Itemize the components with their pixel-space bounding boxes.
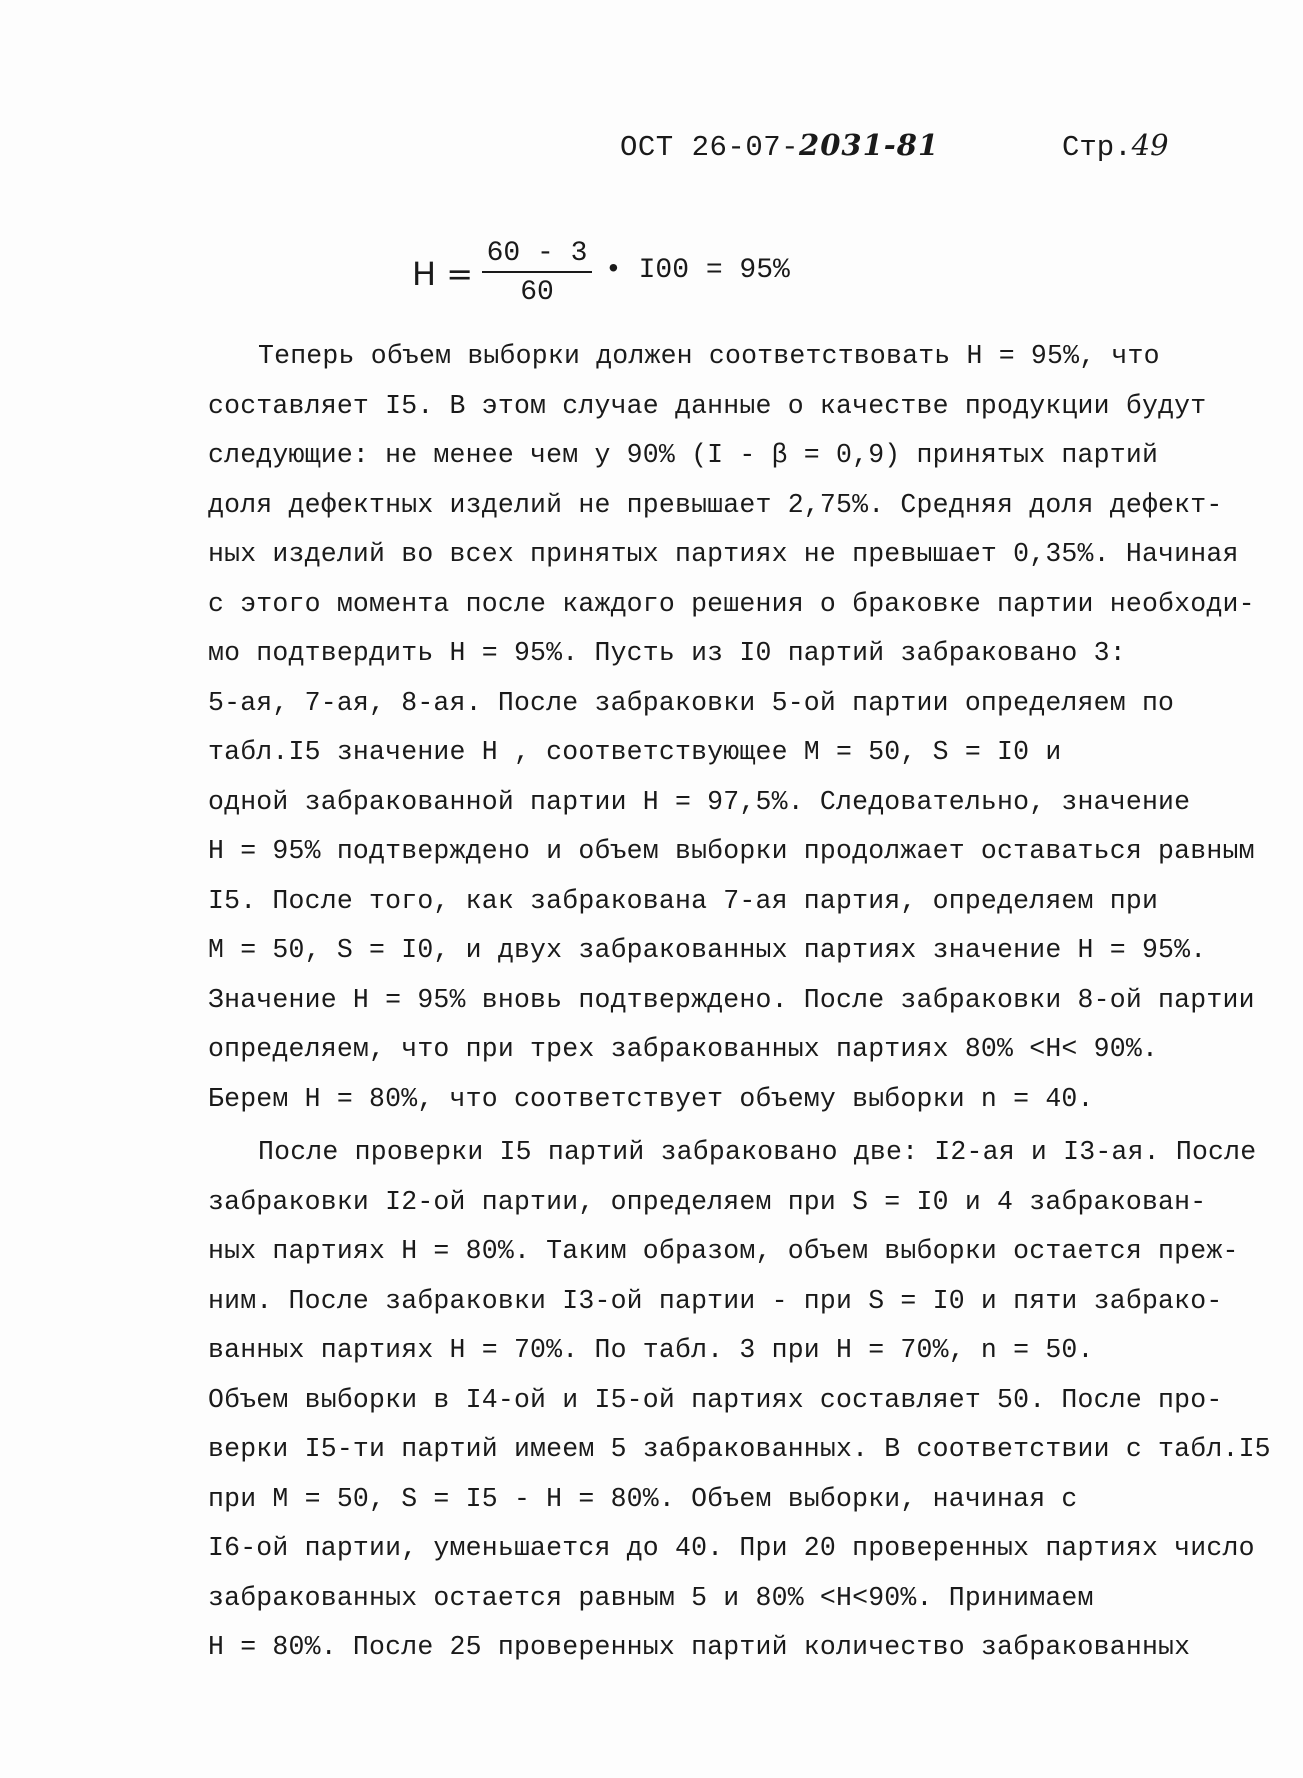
text-line: Н = 95% подтверждено и объем выборки продолжает оставаться равным	[208, 836, 1255, 866]
text-line	[208, 1128, 1258, 1178]
body-text	[208, 332, 1271, 1673]
text-line: составляет I5. В этом случае данные о качестве продукции будут	[208, 390, 1207, 421]
page-number	[1062, 128, 1169, 164]
text-line: доля дефектных изделий не превышает 2,75%. Средняя доля дефект-	[208, 489, 1223, 520]
text-line: верки I5-ти партий имеем 5 забракованных. В соответствии с табл.I5	[208, 1434, 1271, 1464]
text-line: при М = 50, S = I5 - Н = 80%. Объем выборки, начиная с	[208, 1483, 1078, 1514]
text-line: ванных партиях Н = 70%. По табл. 3 при Н = 70%, n = 50.	[208, 1335, 1094, 1365]
text-line: с этого момента после каждого решения о браковке партии необходи-	[208, 588, 1255, 619]
text-line: 5-ая, 7-ая, 8-ая. После забраковки 5-ой партии определяем по	[208, 687, 1175, 718]
text-line: Н = 80%. После 25 проверенных партий количество забракованных	[208, 1632, 1191, 1662]
page-number-value: 49	[1131, 128, 1169, 162]
text-line: ных партиях Н = 80%. Таким образом, объем выборки остается преж-	[208, 1236, 1239, 1266]
text-line: забракованных остается равным 5 и 80% <Н<90%. Принимаем	[208, 1582, 1094, 1613]
formula-denominator: 60	[520, 277, 554, 308]
text-line: забраковки I2-ой партии, определяем при S = I0 и 4 забракован-	[208, 1186, 1207, 1217]
text-line: ним. После забраковки I3-ой партии - при S = I0 и пяти забрако-	[208, 1285, 1223, 1316]
text-line: I5. После того, как забракована 7-ая партия, определяем при	[208, 885, 1159, 916]
page-label: Стр.	[1062, 131, 1132, 164]
text-line-content: После проверки I5 партий забраковано две: I2-ая и I3-ая. После	[258, 1137, 1257, 1167]
text-line: табл.I5 значение Н , соответствующее М = 50, S = I0 и	[208, 737, 1062, 767]
document-code-handwritten: 2031-81	[799, 128, 940, 162]
text-line: ных изделий во всех принятых партиях не превышает 0,35%. Начиная	[208, 539, 1239, 569]
formula-rhs: • I00 = 95%	[605, 255, 790, 286]
text-line	[208, 332, 1258, 382]
text-line: определяем, что при трех забракованных партиях 80% <Н< 90%.	[208, 1034, 1159, 1064]
text-line: мо подтвердить Н = 95%. Пусть из I0 партий забраковано 3:	[208, 638, 1126, 668]
text-line: М = 50, S = I0, и двух забракованных партиях значение Н = 95%.	[208, 935, 1207, 965]
text-line: следующие: не менее чем у 90% (I - β = 0,9) принятых партий	[208, 440, 1159, 470]
text-line: Берем Н = 80%, что соответствует объему выборки n = 40.	[208, 1083, 1094, 1114]
document-code	[620, 128, 939, 164]
text-line-content: Теперь объем выборки должен соответствовать Н = 95%, что	[258, 341, 1160, 371]
text-line: одной забракованной партии Н = 97,5%. Следовательно, значение	[208, 786, 1191, 817]
formula-numerator: 60 - 3	[482, 238, 592, 273]
text-line: Значение Н = 95% вновь подтверждено. После забраковки 8-ой партии	[208, 984, 1255, 1015]
formula	[412, 238, 812, 318]
formula-fraction	[482, 238, 592, 308]
document-code-prefix: ОСТ 26-07-	[620, 131, 800, 164]
text-line: Объем выборки в I4-ой и I5-ой партиях составляет 50. После про-	[208, 1384, 1223, 1415]
text-line: I6-ой партии, уменьшается до 40. При 20 проверенных партиях число	[208, 1533, 1255, 1563]
formula-lhs: Н =	[412, 255, 474, 293]
